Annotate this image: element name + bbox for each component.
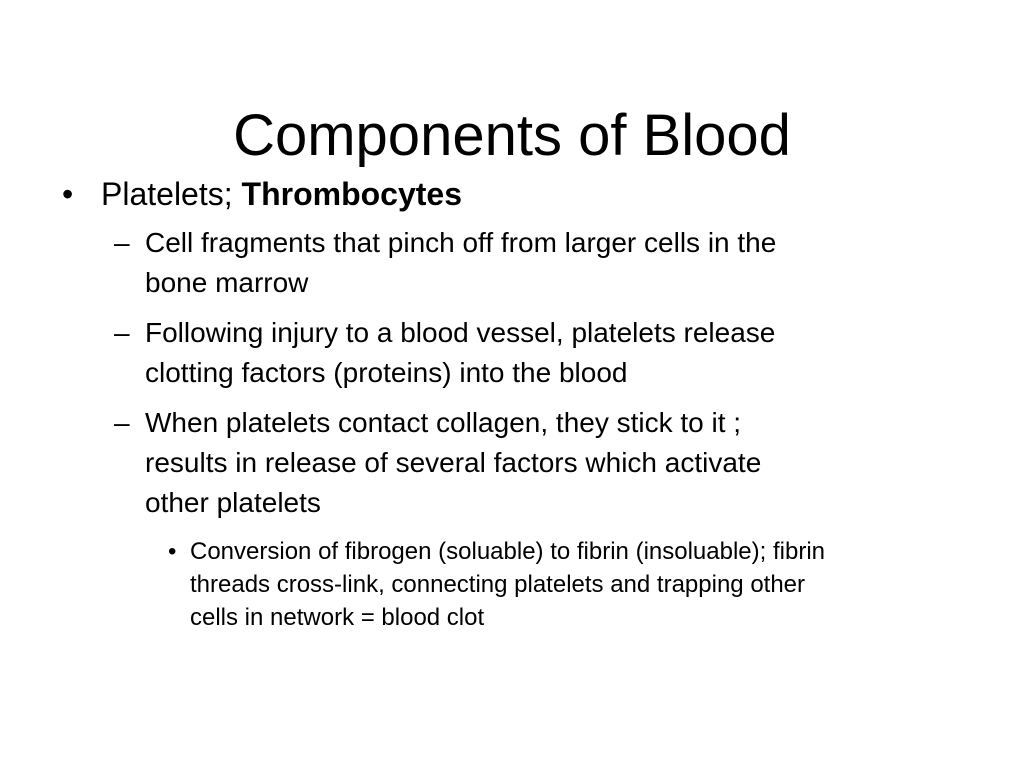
sub-bullet-marker: – <box>114 407 130 438</box>
bullet-text <box>101 172 462 216</box>
sub-bullet-line: Cell fragments that pinch off from larger cells in the <box>145 227 777 258</box>
bullet-marker: • <box>62 176 74 212</box>
sub-bullet-text <box>145 403 925 523</box>
sub-bullet-line: bone marrow <box>145 267 309 298</box>
sub-sub-bullet-line: cells in network = blood clot <box>190 604 485 631</box>
sub-bullet-text <box>145 223 925 303</box>
sub-bullet-line: results in release of several factors which activate <box>145 447 762 478</box>
sub-sub-bullet-line: threads cross-link, connecting platelets and trapping other <box>190 571 806 598</box>
sub-bullet-line: other platelets <box>145 487 321 518</box>
sub-bullet-text <box>145 313 925 393</box>
sub-bullet-line: When platelets contact collagen, they stick to it ; <box>145 407 742 438</box>
bullet-label: Platelets; <box>101 176 242 212</box>
sub-sub-bullet-text <box>190 535 960 634</box>
sub-bullet-line: clotting factors (proteins) into the blood <box>145 357 628 388</box>
bullet-emphasis: Thrombocytes <box>241 176 462 212</box>
slide-title: Components of Blood <box>233 102 791 168</box>
sub-bullet-marker: – <box>114 317 130 348</box>
sub-sub-bullet-line: Conversion of fibrogen (soluable) to fibrin (insoluable); fibrin <box>190 538 825 565</box>
sub-sub-bullet-marker: • <box>168 538 177 565</box>
sub-bullet-line: Following injury to a blood vessel, platelets release <box>145 317 776 348</box>
sub-bullet-marker: – <box>114 227 130 258</box>
